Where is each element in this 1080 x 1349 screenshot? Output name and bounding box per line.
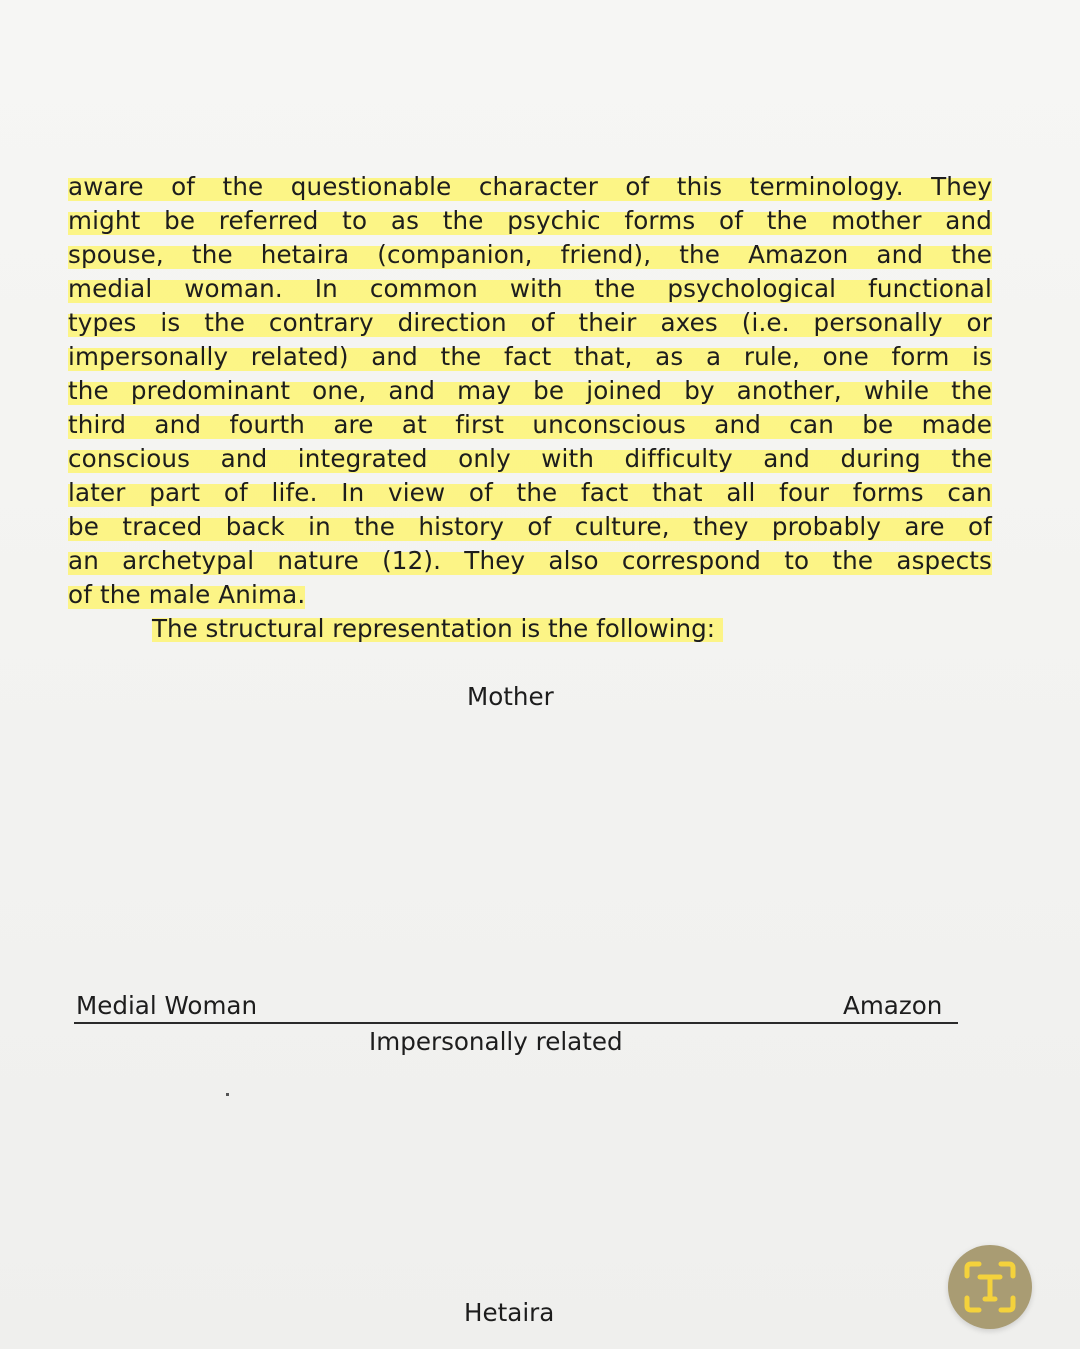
paragraph-line: medial woman. In common with the psychological functional: [68, 274, 992, 303]
paragraph-line: the predominant one, and may be joined by another, while the: [68, 376, 992, 405]
structural-intro-line: The structural representation is the following:: [152, 612, 723, 646]
paragraph-line: an archetypal nature (12). They also correspond to the aspects: [68, 546, 992, 575]
paragraph-line: later part of life. In view of the fact that all four forms can: [68, 478, 992, 507]
horizontal-axis-line: [74, 1022, 958, 1024]
diagram-label-mother: Mother: [467, 682, 554, 711]
paragraph-line: spouse, the hetaira (companion, friend), the Amazon and the: [68, 240, 992, 269]
highlighted-paragraph: [68, 170, 992, 612]
paragraph-line: be traced back in the history of culture, they probably are of: [68, 512, 992, 541]
paragraph-line: conscious and integrated only with difficulty and during the: [68, 444, 992, 473]
diagram-label-hetaira: Hetaira: [464, 1298, 555, 1327]
speck-mark: [226, 1093, 229, 1096]
axis-label-impersonally-related: Impersonally related: [369, 1027, 623, 1056]
paragraph-line: types is the contrary direction of their axes (i.e. personally or: [68, 308, 992, 337]
paragraph-line: might be referred to as the psychic forms of the mother and: [68, 206, 992, 235]
diagram-label-medial-woman: Medial Woman: [76, 991, 258, 1020]
diagram-label-amazon: Amazon: [843, 991, 943, 1020]
paragraph-line: third and fourth are at first unconscious and can be made: [68, 410, 992, 439]
paragraph-line: of the male Anima.: [68, 580, 306, 609]
paragraph-line: aware of the questionable character of this terminology. They: [68, 172, 992, 201]
text-scan-icon: [961, 1258, 1019, 1316]
paragraph-line: impersonally related) and the fact that, as a rule, one form is: [68, 342, 992, 371]
text-scan-button[interactable]: [948, 1245, 1032, 1329]
